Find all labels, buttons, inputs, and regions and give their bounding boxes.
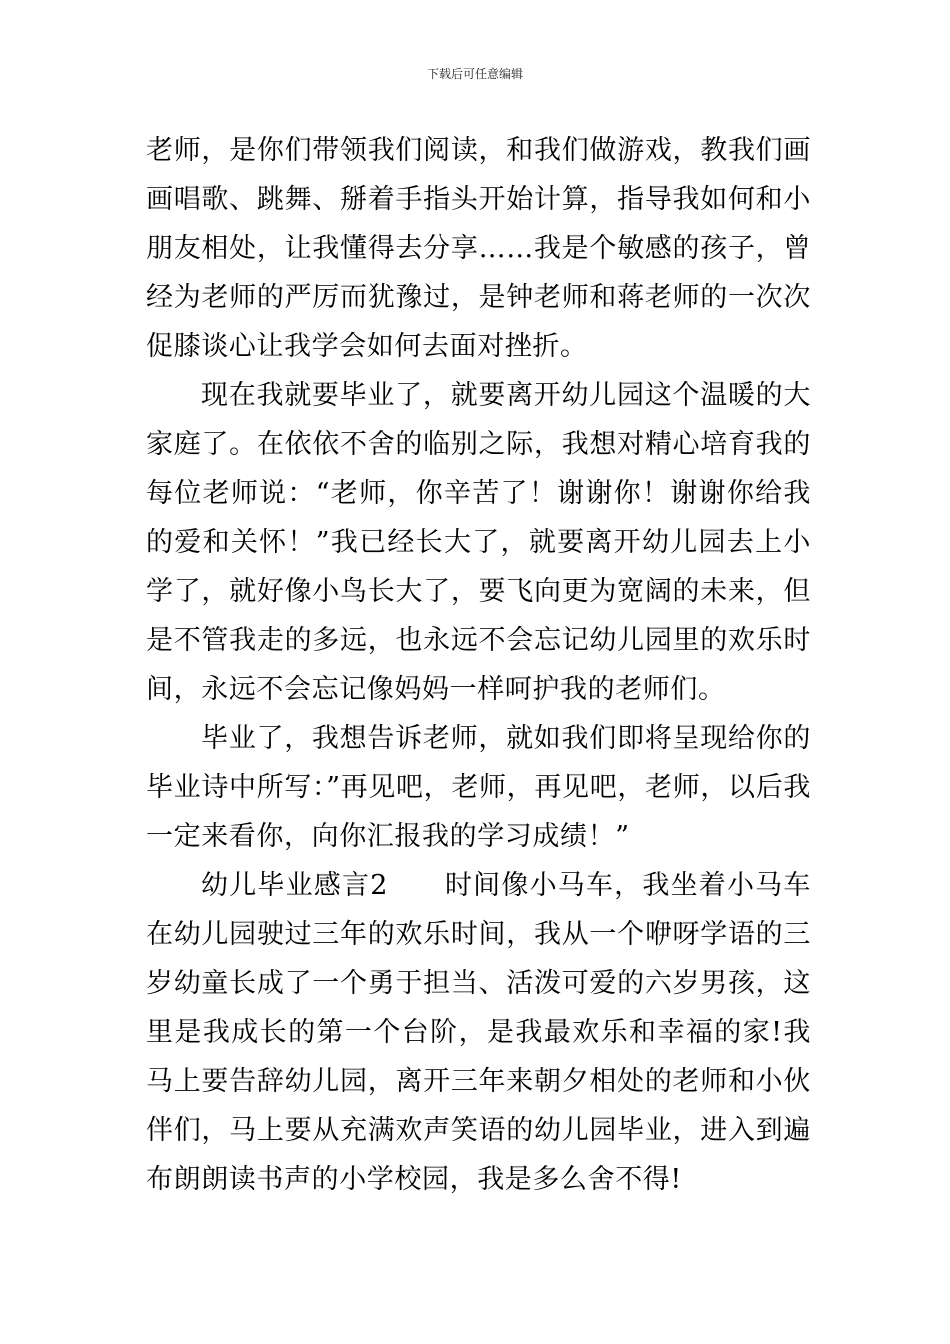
page-header-note: 下载后可任意编辑: [426, 67, 523, 81]
paragraph-2: 现在我就要毕业了，就要离开幼儿园这个温暖的大家庭了。在依依不舍的临别之际，我想对精心培育我的每位老师说：“老师，你辛苦了！谢谢你！谢谢你给我的爱和关怀！”我已经长大了，就要离开幼儿园去上小学了，就好像小鸟长大了，要飞向更为宽阔的未来，但是不管我走的多远，也永远不会忘记幼儿园里的欢乐时间，永远不会忘记像妈妈一样呵护我的老师们。: [146, 380, 811, 705]
document-body: [146, 126, 811, 1204]
paragraph-4: 幼儿毕业感言2 时间像小马车，我坐着小马车在幼儿园驶过三年的欢乐时间，我从一个咿呀学语的三岁幼童长成了一个勇于担当、活泼可爱的六岁男孩，这里是我成长的第一个台阶，是我最欢乐和幸福的家!我马上要告辞幼儿园，离开三年来朝夕相处的老师和小伙伴们，马上要从充满欢声笑语的幼儿园毕业，进入到遍布朗朗读书声的小学校园，我是多么舍不得!: [146, 870, 811, 1195]
paragraph-1: 老师，是你们带领我们阅读，和我们做游戏，教我们画画唱歌、跳舞、掰着手指头开始计算，指导我如何和小朋友相处，让我懂得去分享……我是个敏感的孩子，曾经为老师的严厉而犹豫过，是钟老师和蒋老师的一次次促膝谈心让我学会如何去面对挫折。: [146, 135, 811, 362]
paragraph-3: 毕业了，我想告诉老师，就如我们即将呈现给你的毕业诗中所写：”再见吧，老师，再见吧，老师，以后我一定来看你，向你汇报我的学习成绩！”: [146, 723, 811, 852]
